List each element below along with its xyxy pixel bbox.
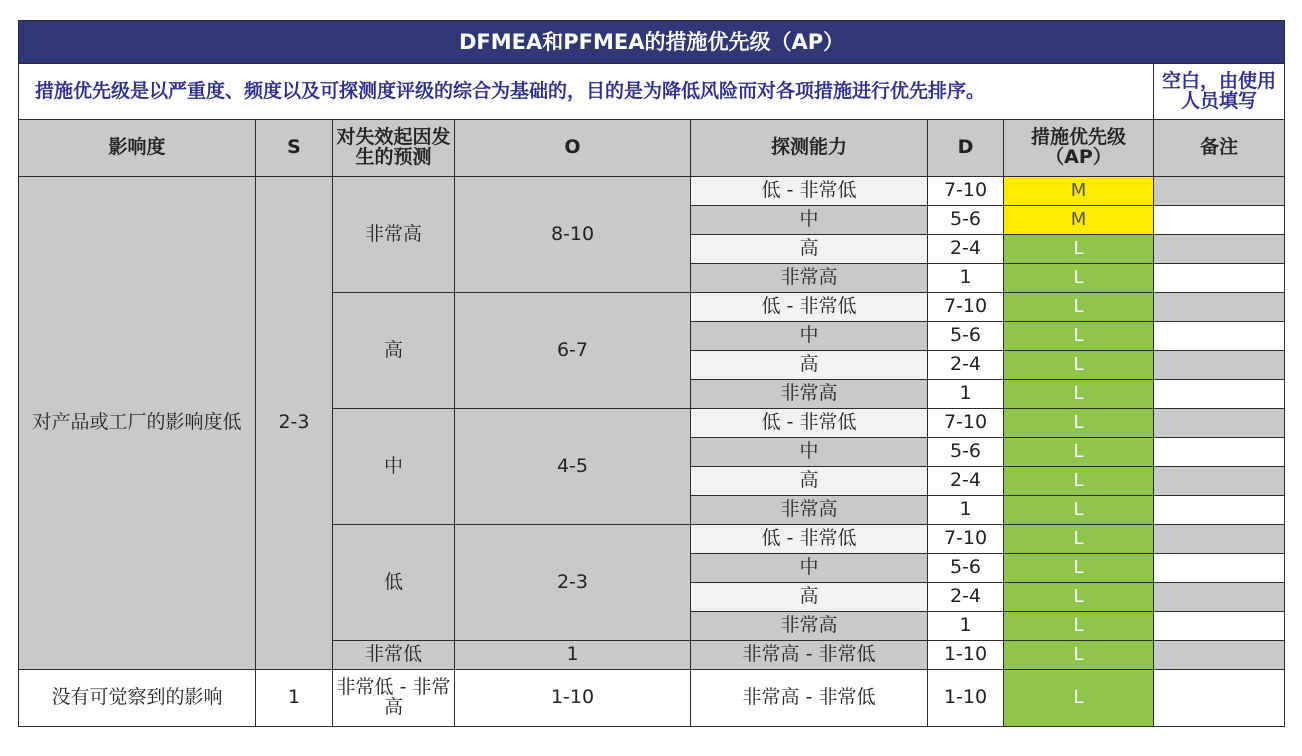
detection-value-cell: 1-10 [928,670,1004,727]
table-description: 措施优先级是以严重度、频度以及可探测度评级的综合为基础的，目的是为降低风险而对各项措施进行优先排序。 [19,64,1154,120]
detection-cell: 中 [691,438,928,467]
ap-cell: L [1004,554,1154,583]
prediction-cell: 非常低 [333,641,455,670]
detection-cell: 低 - 非常低 [691,293,928,322]
detection-value-cell: 1 [928,264,1004,293]
remark-cell [1154,612,1285,641]
occurrence-cell: 6-7 [455,293,691,409]
ap-cell: L [1004,496,1154,525]
ap-cell: L [1004,322,1154,351]
detection-value-cell: 2-4 [928,467,1004,496]
ap-cell: M [1004,177,1154,206]
impact-label-low: 对产品或工厂的影响度低 [19,177,256,670]
detection-value-cell: 2-4 [928,583,1004,612]
detection-cell: 非常高 [691,264,928,293]
impact-label-none: 没有可觉察到的影响 [19,670,256,727]
remark-cell [1154,293,1285,322]
severity-value-low: 2-3 [256,177,333,670]
detection-value-cell: 5-6 [928,438,1004,467]
occurrence-cell: 2-3 [455,525,691,641]
ap-cell: L [1004,264,1154,293]
remark-cell [1154,264,1285,293]
detection-cell: 高 [691,351,928,380]
blank-note: 空白，由使用人员填写 [1154,64,1285,120]
prediction-cell: 非常低 - 非常 高 [333,670,455,727]
header-prediction: 对失效起因发生的预测 [333,120,455,177]
severity-value-none: 1 [256,670,333,727]
prediction-cell: 非常高 [333,177,455,293]
ap-cell: L [1004,612,1154,641]
header-o: O [455,120,691,177]
detection-cell: 非常高 - 非常低 [691,670,928,727]
occurrence-cell: 1-10 [455,670,691,727]
detection-cell: 非常高 - 非常低 [691,641,928,670]
remark-cell [1154,467,1285,496]
occurrence-cell: 8-10 [455,177,691,293]
ap-cell: L [1004,467,1154,496]
prediction-cell: 低 [333,525,455,641]
remark-cell [1154,670,1285,727]
remark-cell [1154,583,1285,612]
ap-cell: M [1004,206,1154,235]
header-remark: 备注 [1154,120,1285,177]
ap-cell: L [1004,641,1154,670]
detection-value-cell: 2-4 [928,351,1004,380]
detection-value-cell: 7-10 [928,525,1004,554]
detection-value-cell: 1 [928,612,1004,641]
detection-value-cell: 5-6 [928,206,1004,235]
header-d: D [928,120,1004,177]
remark-cell [1154,380,1285,409]
detection-value-cell: 5-6 [928,322,1004,351]
occurrence-cell: 4-5 [455,409,691,525]
detection-value-cell: 7-10 [928,293,1004,322]
detection-cell: 非常高 [691,496,928,525]
remark-cell [1154,206,1285,235]
ap-cell: L [1004,525,1154,554]
ap-cell: L [1004,438,1154,467]
detection-value-cell: 1 [928,380,1004,409]
remark-cell [1154,554,1285,583]
detection-value-cell: 1 [928,496,1004,525]
header-s: S [256,120,333,177]
detection-cell: 非常高 [691,612,928,641]
detection-cell: 高 [691,583,928,612]
detection-cell: 高 [691,467,928,496]
remark-cell [1154,351,1285,380]
detection-value-cell: 7-10 [928,177,1004,206]
table-row [19,670,1285,727]
detection-value-cell: 5-6 [928,554,1004,583]
ap-cell: L [1004,293,1154,322]
table-row [19,177,1285,206]
header-detection: 探测能力 [691,120,928,177]
prediction-cell: 中 [333,409,455,525]
remark-cell [1154,525,1285,554]
ap-cell: L [1004,351,1154,380]
detection-cell: 低 - 非常低 [691,525,928,554]
detection-cell: 非常高 [691,380,928,409]
detection-cell: 中 [691,554,928,583]
remark-cell [1154,438,1285,467]
ap-table [18,20,1285,727]
ap-cell: L [1004,670,1154,727]
occurrence-cell: 1 [455,641,691,670]
detection-cell: 中 [691,322,928,351]
prediction-cell: 高 [333,293,455,409]
detection-value-cell: 7-10 [928,409,1004,438]
remark-cell [1154,235,1285,264]
header-impact: 影响度 [19,120,256,177]
remark-cell [1154,641,1285,670]
detection-value-cell: 1-10 [928,641,1004,670]
table-title: DFMEA和PFMEA的措施优先级（AP） [19,21,1285,64]
detection-cell: 中 [691,206,928,235]
remark-cell [1154,177,1285,206]
detection-cell: 低 - 非常低 [691,409,928,438]
remark-cell [1154,409,1285,438]
header-ap: 措施优先级（AP） [1004,120,1154,177]
remark-cell [1154,496,1285,525]
remark-cell [1154,322,1285,351]
ap-cell: L [1004,409,1154,438]
detection-cell: 低 - 非常低 [691,177,928,206]
ap-cell: L [1004,235,1154,264]
ap-cell: L [1004,583,1154,612]
detection-value-cell: 2-4 [928,235,1004,264]
ap-cell: L [1004,380,1154,409]
detection-cell: 高 [691,235,928,264]
